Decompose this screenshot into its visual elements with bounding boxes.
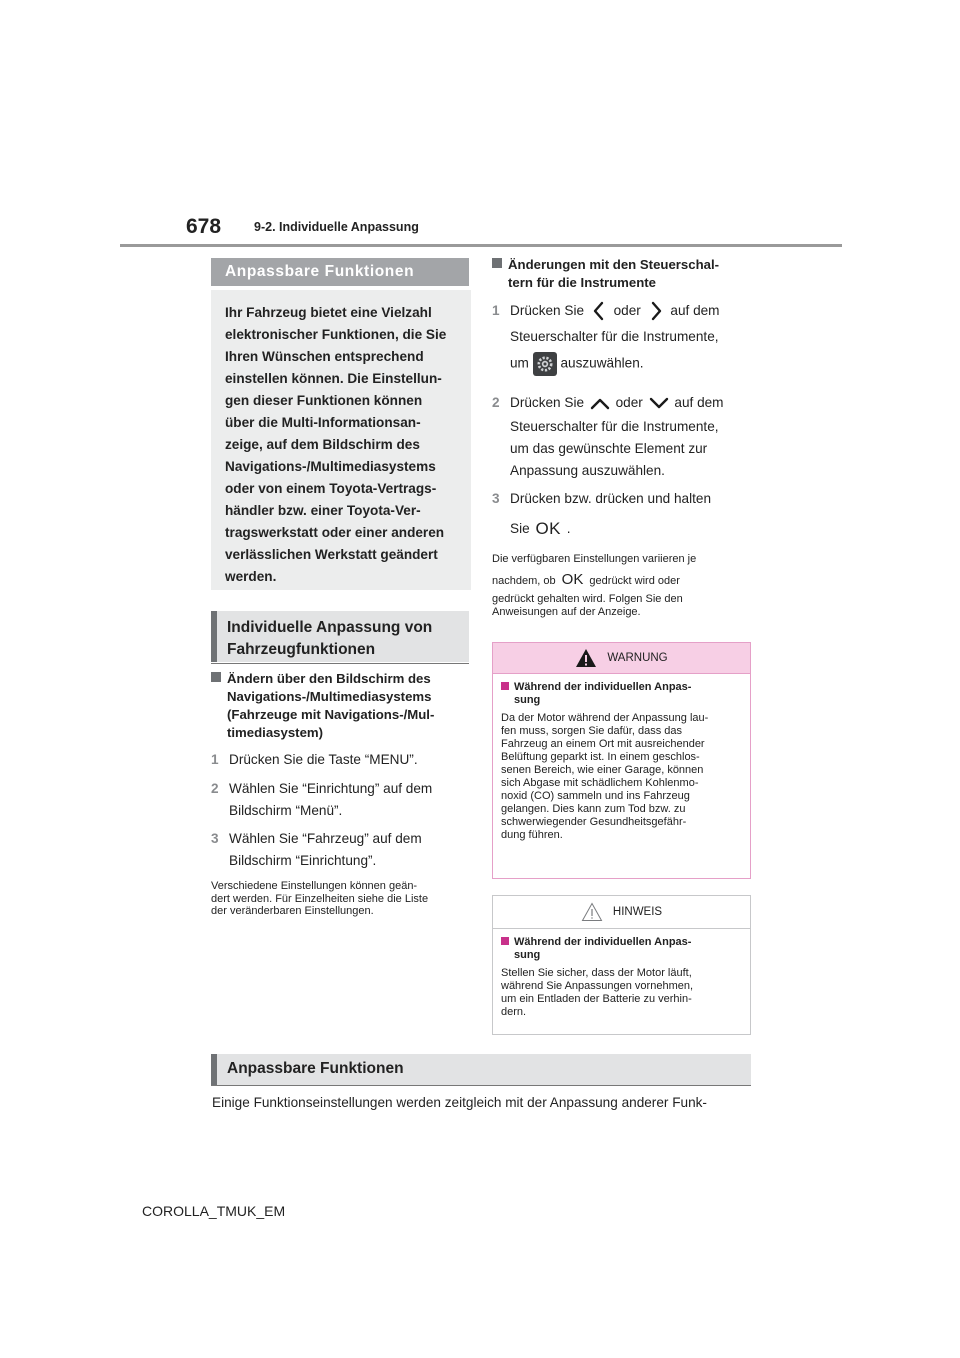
step-text: Bildschirm “Menü”. [229, 803, 343, 818]
step-3 [211, 828, 473, 872]
step-text: Drücken Sie [510, 303, 585, 318]
intro-box [211, 290, 471, 590]
bullet-square-icon [501, 937, 509, 945]
step-text: Drücken Sie die Taste “MENU”. [229, 752, 418, 767]
intro-line: händler bzw. einer Toyota-Ver- [225, 503, 421, 518]
warning-line: senen Bereich, wie einer Garage, können [501, 764, 704, 776]
step-number: 3 [492, 491, 500, 506]
hint-box [492, 895, 751, 1035]
footer-code: COROLLA_TMUK_EM [142, 1203, 286, 1219]
step-text: um [510, 355, 529, 371]
right-step-1 [492, 300, 754, 322]
warning-box [492, 642, 751, 879]
heading-line: Individuelle Anpassung von [227, 619, 433, 636]
warning-line: Belüftung geparkt ist. In einem geschlos- [501, 751, 700, 763]
warning-subheading [501, 681, 742, 707]
step-text: oder [613, 303, 641, 318]
step-text: auf dem [670, 303, 720, 318]
warning-line: dung führen. [501, 829, 563, 841]
intro-line: elektronischer Funktionen, die Sie [225, 327, 447, 342]
warning-line: schwerwiegender Gesundheitsgefähr- [501, 816, 687, 828]
subhead-steuerschalter [492, 256, 754, 292]
hint-line: während Sie Anpassungen vornehmen, [501, 980, 694, 992]
section-reference: 9-2. Individuelle Anpassung [254, 220, 419, 234]
note-line: Verschiedene Einstellungen können geän- [211, 880, 418, 892]
step-text: um das gewünschte Element zur [510, 441, 708, 456]
hint-subheading [501, 936, 742, 962]
step-number: 2 [211, 781, 219, 796]
bullet-square-icon [501, 682, 509, 690]
step-text: Anpassung auszuwählen. [510, 463, 665, 478]
warning-line: noxid (CO) sammeln und ins Fahrzeug [501, 790, 690, 802]
heading-individuelle-anpassung [211, 611, 469, 662]
chevron-left-icon [588, 300, 610, 322]
heading-anpassbare-funktionen [211, 1054, 751, 1085]
hint-line: um ein Entladen der Batterie zu verhin- [501, 993, 692, 1005]
step-text: Wählen Sie “Fahrzeug” auf dem [229, 831, 422, 846]
step-number: 1 [211, 752, 219, 767]
ok-button-icon: OK [561, 570, 584, 588]
note-text: nachdem, ob [492, 574, 556, 587]
warning-sub-line: Während der individuellen Anpas- [514, 681, 692, 693]
right-step-1-line2 [510, 326, 760, 348]
warning-line: fen muss, sorgen Sie dafür, dass das [501, 725, 682, 737]
heading-underline [211, 663, 469, 664]
step-text: auszuwählen. [560, 355, 644, 371]
settings-gear-icon [533, 352, 557, 376]
note-left [211, 880, 475, 918]
warning-header [493, 643, 750, 674]
heading-text: Anpassbare Funktionen [227, 1060, 404, 1077]
chevron-down-icon [647, 394, 671, 412]
step-text: Sie [510, 521, 530, 536]
section-bar-title: Anpassbare Funktionen [225, 263, 415, 280]
warning-text [501, 712, 742, 842]
ok-button-icon: OK [535, 519, 561, 539]
step-text: Steuerschalter für die Instrumente, [510, 329, 719, 344]
note-line-with-ok [492, 570, 754, 588]
intro-line: Navigations-/Multimediasystems [225, 459, 436, 474]
warning-sub-line: sung [514, 694, 541, 706]
step-text: . [566, 521, 571, 536]
step-2 [211, 778, 473, 822]
step-text: Steuerschalter für die Instrumente, [510, 419, 719, 434]
chevron-up-icon [588, 394, 612, 412]
note-text: gedrückt wird oder [589, 574, 680, 587]
intro-line: Ihr Fahrzeug bietet eine Vielzahl [225, 305, 432, 320]
intro-line: oder von einem Toyota-Vertrags- [225, 481, 437, 496]
header-rule [120, 244, 842, 247]
hint-line: dern. [501, 1006, 527, 1018]
caution-triangle-icon [581, 902, 603, 922]
step-text: Drücken bzw. drücken und halten [510, 491, 712, 506]
note-line: der veränderbaren Einstellungen. [211, 905, 374, 917]
subhead-line: Navigations-/Multimediasystems [227, 689, 432, 704]
warning-title: WARNUNG [607, 652, 668, 664]
hint-title: HINWEIS [612, 906, 663, 918]
step-text: oder [615, 395, 643, 410]
intro-line: Ihren Wünschen entsprechend [225, 349, 424, 364]
hint-header [493, 896, 750, 929]
right-step-2-cont [510, 416, 760, 482]
hint-sub-line: Während der individuellen Anpas- [514, 936, 692, 948]
warning-line: Da der Motor während der Anpassung lau- [501, 712, 709, 724]
step-number: 1 [492, 303, 500, 318]
step-text: Wählen Sie “Einrichtung” auf dem [229, 781, 433, 796]
step-number: 2 [492, 395, 500, 410]
heading-line: Fahrzeugfunktionen [227, 641, 376, 658]
hint-line: Stellen Sie sicher, dass der Motor läuft, [501, 967, 692, 979]
intro-line: einstellen können. Die Einstellun- [225, 371, 442, 386]
bullet-square-icon [211, 672, 221, 682]
intro-line: gen dieser Funktionen können [225, 393, 423, 408]
note-line: Anweisungen auf der Anzeige. [492, 605, 641, 618]
warning-line: sich Abgase mit schädlichem Kohlenmo- [501, 777, 699, 789]
subhead-line: Ändern über den Bildschirm des [227, 671, 431, 686]
step-text: Bildschirm “Einrichtung”. [229, 853, 377, 868]
warning-triangle-icon [575, 648, 597, 668]
intro-line: über die Multi-Informationsan- [225, 415, 421, 430]
step-number: 3 [211, 831, 219, 846]
intro-line: werden. [225, 569, 277, 584]
intro-line: verlässlichen Werkstatt geändert [225, 547, 438, 562]
chevron-right-icon [645, 300, 667, 322]
right-step-1-line3 [510, 352, 760, 376]
page-number: 678 [186, 215, 222, 238]
right-step-2 [492, 392, 754, 414]
note-line: dert werden. Für Einzelheiten siehe die Liste [211, 892, 429, 905]
intro-line: tragswerkstatt oder einer anderen [225, 525, 445, 540]
step-1 [211, 749, 473, 771]
hint-text [501, 967, 742, 1019]
intro-line: zeige, auf dem Bildschirm des [225, 437, 420, 452]
note-right [492, 553, 754, 618]
subhead-line: (Fahrzeuge mit Navigations-/Mul- [227, 707, 435, 722]
body-text: Einige Funktionseinstellungen werden zeitgleich mit der Anpassung anderer Funk- [212, 1095, 707, 1110]
subhead-line: tern für die Instrumente [508, 275, 657, 290]
note-line: gedrückt gehalten wird. Folgen Sie den [492, 593, 683, 605]
warning-line: Fahrzeug an einem Ort mit ausreichender [501, 738, 705, 750]
note-line: Die verfügbaren Einstellungen variieren je [492, 553, 697, 565]
step-text: auf dem [674, 395, 724, 410]
step-text: Drücken Sie [510, 395, 585, 410]
hint-sub-line: sung [514, 949, 541, 961]
warning-line: gelangen. Dies kann zum Tod bzw. zu [501, 803, 686, 815]
right-step-3-line2 [510, 518, 760, 540]
bullet-square-icon [492, 258, 502, 268]
right-step-3 [492, 488, 754, 510]
subhead-line: Änderungen mit den Steuerschal- [508, 257, 720, 272]
heading-underline [211, 1085, 751, 1086]
subhead-navigation [211, 670, 473, 742]
section-bar-anpassbare-funktionen [211, 258, 469, 286]
subhead-line: timediasystem) [227, 725, 324, 740]
